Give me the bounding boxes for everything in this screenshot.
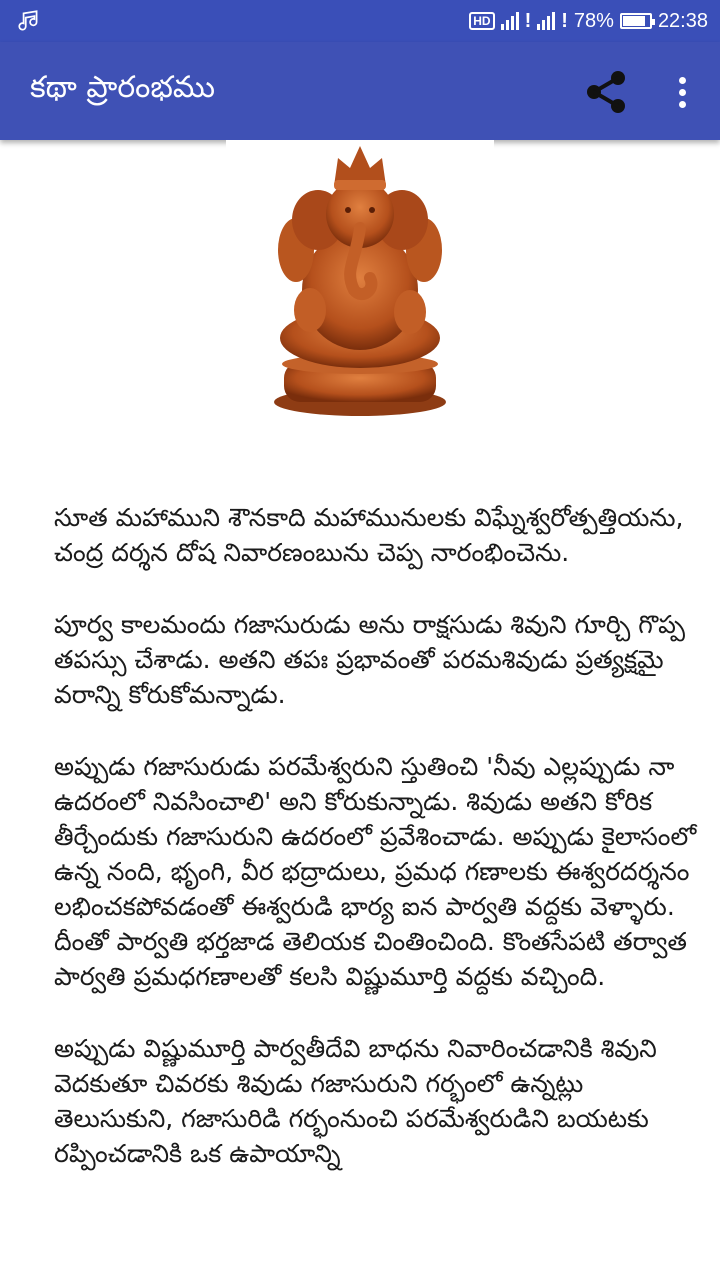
share-icon (582, 68, 630, 116)
page-title: కథా ప్రారంభము (30, 70, 215, 105)
story-paragraph: సూత మహాముని శౌనకాది మహామునులకు విఘ్నేశ్వరోత్పత్తియను, చంద్ర దర్శన దోష నివారణంబును చెప్ప నారంభించెను. (54, 503, 684, 567)
story-text (54, 500, 710, 1208)
story-paragraph: అప్పుడు గజాసురుడు పరమేశ్వరుని స్తుతించి 'నీవు ఎల్లప్పుడు నా ఉదరంలో నివసించాలి' అని కోరుకున్నాడు. శివుడు అతని కోరిక తీర్చేందుకు గజాసురుని ఉదరంలో ప్రవేశించాడు. అప్పుడు కైలాసంలో ఉన్న నంది, భృంగి, వీర భద్రాదులు, ప్రమధ గణాలకు ఈశ్వరదర్శనం లభించకపోవడంతో ఈశ్వరుడి భార్య ఐన పార్వతి వద్దకు వెళ్ళారు. దీంతో పార్వతి భర్తజాడ తెలియక చింతించింది. కొంతసేపటి తర్వాత పార్వతి ప్రమధగణాలతో కలసి విష్ణుమూర్తి వద్దకు వచ్చింది. (54, 752, 697, 991)
signal-excl-icon-2: ! (561, 9, 568, 32)
story-image (226, 140, 494, 430)
signal-excl-icon: ! (524, 9, 532, 32)
ganesha-statue-icon (226, 140, 494, 430)
status-icons (469, 0, 708, 42)
more-vert-icon (679, 77, 686, 84)
signal-icon-2 (537, 12, 555, 30)
story-paragraph: పూర్వ కాలమందు గజాసురుడు అను రాక్షసుడు శివుని గూర్చి గొప్ప తపస్సు చేశాడు. అతని తపః ప్రభావంతో పరమశివుడు ప్రత్యక్షమై వరాన్ని కోరుకోమన్నాడు. (54, 610, 685, 709)
story-paragraph: అప్పుడు విష్ణుమూర్తి పార్వతీదేవి బాధను నివారించడానికి శివుని వెదకుతూ చివరకు శివుడు గజాసురుని గర్భంలో ఉన్నట్లు తెలుసుకుని, గజాసురిడి గర్భంనుంచి పరమేశ్వరుడిని బయటకు రప్పించడానికి ఒక ఉపాయాన్ని (54, 1034, 657, 1168)
battery-icon (620, 13, 652, 29)
status-bar (0, 0, 720, 42)
share-button[interactable] (582, 68, 630, 116)
network-type-label: HD (469, 12, 494, 30)
battery-percent: 78% (573, 9, 614, 32)
clock: 22:38 (657, 9, 708, 32)
signal-icon (501, 12, 519, 30)
more-options-button[interactable] (664, 68, 700, 116)
app-bar (0, 42, 720, 140)
music-note-icon (16, 8, 42, 40)
